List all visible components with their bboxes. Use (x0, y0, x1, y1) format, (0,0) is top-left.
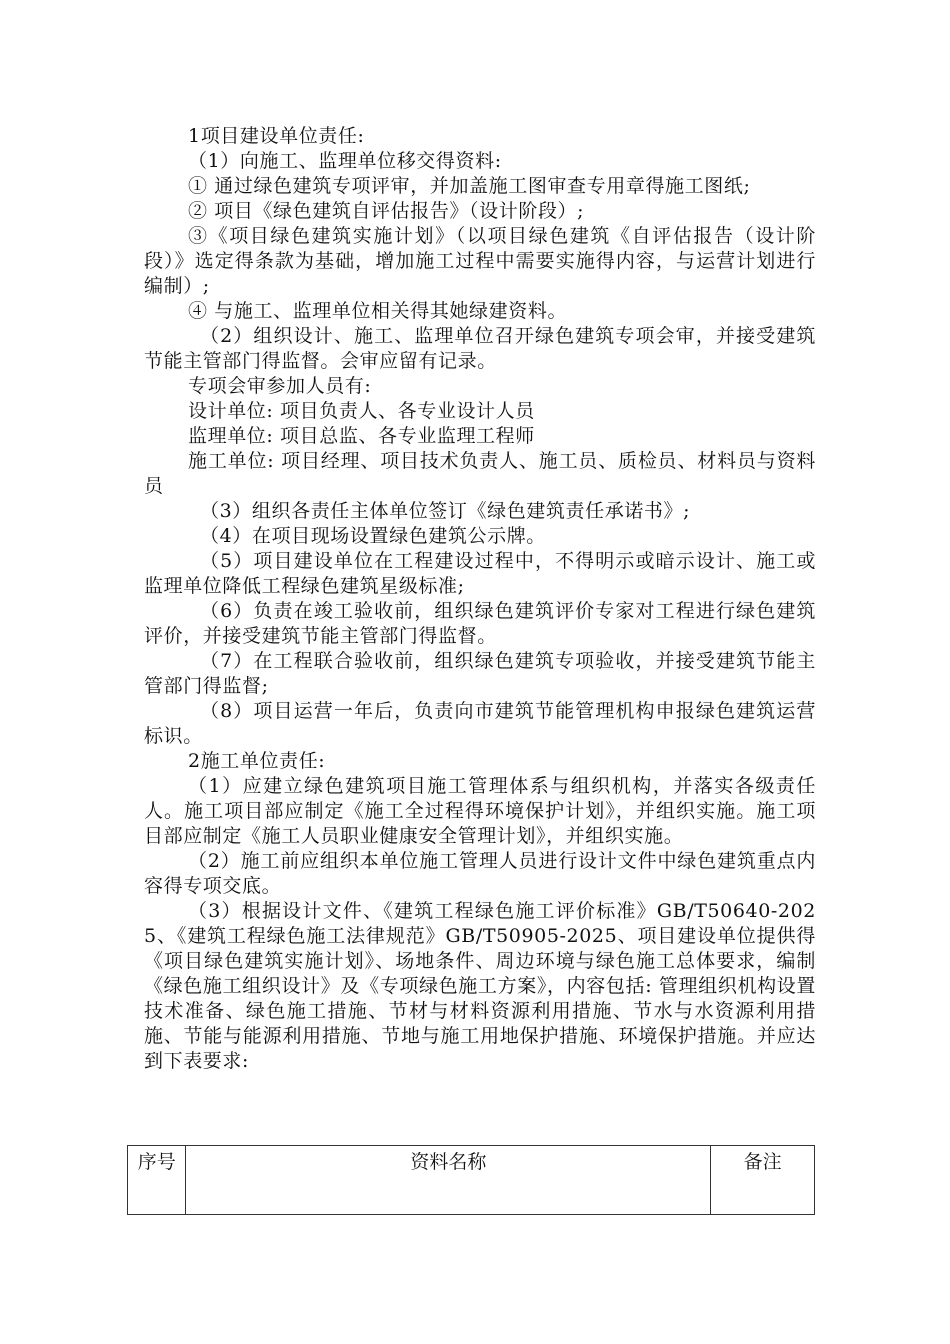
paragraph-1-5: （5）项目建设单位在工程建设过程中，不得明示或暗示设计、施工或监理单位降低工程绿色建筑星级标准; (144, 550, 816, 597)
paragraph-item-1: ① 通过绿色建筑专项评审，并加盖施工图审查专用章得施工图纸; (188, 175, 751, 197)
requirements-table (127, 1145, 815, 1215)
paragraph-attendees-title: 专项会审参加人员有: (188, 375, 372, 397)
header-remarks: 备注 (711, 1146, 815, 1215)
paragraph-1-7: （7）在工程联合验收前，组织绿色建筑专项验收，并接受建筑节能主管部门得监督; (144, 650, 816, 697)
paragraph-2-2: （2）施工前应组织本单位施工管理人员进行设计文件中绿色建筑重点内容得专项交底。 (144, 850, 816, 897)
paragraph-1-1: （1）向施工、监理单位移交得资料: (188, 150, 502, 172)
header-document-name: 资料名称 (186, 1146, 711, 1215)
paragraph-2-1: （1）应建立绿色建筑项目施工管理体系与组织机构，并落实各级责任人。施工项目部应制定《施工全过程得环境保护计划》，并组织实施。施工项目部应制定《施工人员职业健康安全管理计划》，并组织实施。 (144, 775, 816, 847)
paragraph-item-3: ③《项目绿色建筑实施计划》（以项目绿色建筑《自评估报告（设计阶段）》选定得条款为基础，增加施工过程中需要实施得内容，与运营计划进行编制）; (144, 225, 816, 297)
paragraph-1-3: （3）组织各责任主体单位签订《绿色建筑责任承诺书》; (200, 500, 691, 522)
paragraph-section-1-title: 1项目建设单位责任: (188, 125, 365, 147)
paragraph-item-2: ② 项目《绿色建筑自评估报告》（设计阶段）; (188, 200, 585, 222)
paragraph-1-4: （4）在项目现场设置绿色建筑公示牌。 (200, 525, 546, 547)
paragraph-item-4: ④ 与施工、监理单位相关得其她绿建资料。 (188, 300, 568, 322)
paragraph-2-3: （3）根据设计文件、《建筑工程绿色施工评价标准》GB/T50640-2025、《建筑工程绿色施工法律规范》GB/T50905-2025、项目建设单位提供得《项目绿色建筑实施计划》、场地条件、周边环境与绿色施工总体要求，编制《绿色施工组织设计》及《专项绿色施工方案》，内容包括: 管理组织机构设置技术准备、绿色施工措施、节材与材料资源利用措施、节水与水资源利用措施、节能与能源利用措施、节地与施工用地保护措施、环境保护措施。并应达到下表要求: (144, 900, 816, 1072)
paragraph-1-8: （8）项目运营一年后，负责向市建筑节能管理机构申报绿色建筑运营标识。 (144, 700, 816, 747)
paragraph-design-unit: 设计单位: 项目负责人、各专业设计人员 (188, 400, 535, 422)
paragraph-1-2: （2）组织设计、施工、监理单位召开绿色建筑专项会审，并接受建筑节能主管部门得监督。会审应留有记录。 (144, 325, 816, 372)
table-header-row (128, 1146, 815, 1215)
paragraph-section-2-title: 2施工单位责任: (188, 750, 326, 772)
paragraph-1-6: （6）负责在竣工验收前，组织绿色建筑评价专家对工程进行绿色建筑评价，并接受建筑节能主管部门得监督。 (144, 600, 816, 647)
document-body (144, 124, 816, 1074)
header-serial-number: 序号 (128, 1146, 186, 1215)
paragraph-construction-unit: 施工单位: 项目经理、项目技术负责人、施工员、质检员、材料员与资料员 (144, 450, 816, 497)
paragraph-supervision-unit: 监理单位: 项目总监、各专业监理工程师 (188, 425, 535, 447)
